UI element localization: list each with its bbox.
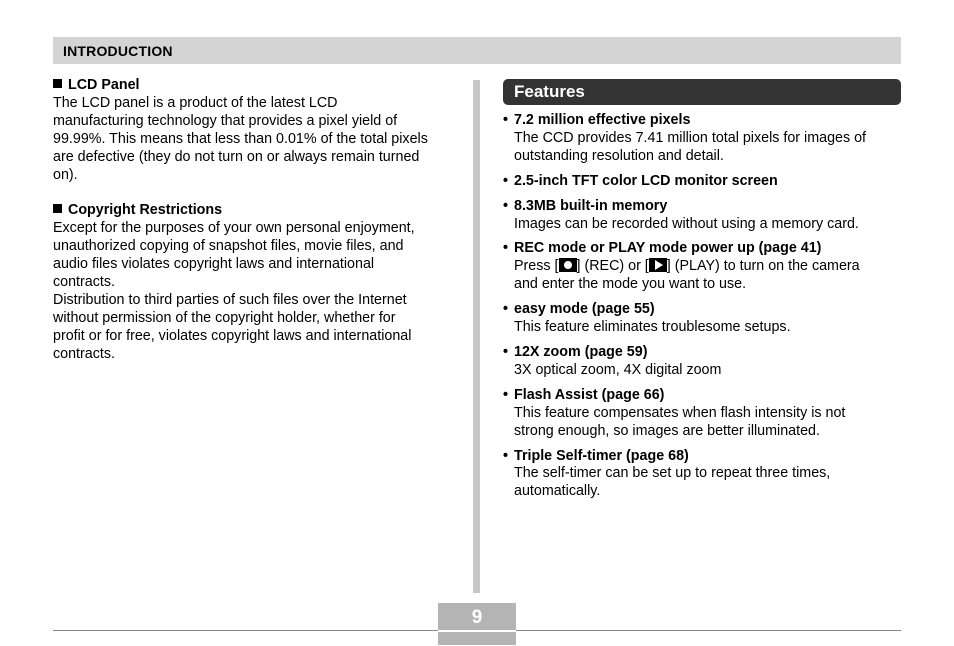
feature-title: 2.5-inch TFT color LCD monitor screen — [514, 172, 778, 189]
text-line: Press [ ] (REC) or [ ] (PLAY) to turn on the camera — [514, 258, 860, 275]
column-divider — [473, 80, 480, 593]
feature-item — [503, 448, 898, 502]
page-number: 9 — [471, 607, 483, 628]
bullet: • — [503, 301, 509, 318]
text-line: This feature compensates when flash intensity is not — [514, 404, 846, 421]
feature-item — [503, 198, 898, 234]
bullet: • — [503, 447, 509, 464]
text-line: Except for the purposes of your own personal enjoyment, — [53, 220, 415, 237]
text-line: The CCD provides 7.41 million total pixels for images of — [514, 129, 867, 146]
feature-item — [503, 173, 898, 191]
bullet: • — [503, 172, 509, 189]
text-line: 99.99%. This means that less than 0.01% of the total pixels — [53, 130, 428, 147]
text-line: are defective (they do not turn on or always remain turned — [53, 148, 420, 165]
text-line: contracts. — [53, 345, 115, 362]
feature-title: REC mode or PLAY mode power up (page 41) — [514, 240, 822, 257]
text-line: The LCD panel is a product of the latest LCD — [53, 94, 338, 111]
left-column — [53, 77, 458, 363]
square-bullet-icon — [53, 79, 62, 88]
text-line: audio files violates copyright laws and international — [53, 256, 375, 273]
feature-title: easy mode (page 55) — [514, 301, 655, 318]
feature-title: 12X zoom (page 59) — [514, 343, 648, 360]
text-line: Distribution to third parties of such files over the Internet — [53, 291, 407, 308]
feature-item — [503, 112, 898, 166]
text-line: 3X optical zoom, 4X digital zoom — [514, 361, 722, 378]
text-line: This feature eliminates troublesome setups. — [514, 319, 791, 336]
page-number-tab — [438, 603, 516, 645]
text-line: automatically. — [514, 483, 601, 500]
lcd-panel-text — [53, 95, 458, 185]
bullet: • — [503, 240, 509, 257]
text-line: profit or for free, violates copyright laws and international — [53, 327, 412, 344]
text-line: outstanding resolution and detail. — [514, 147, 724, 164]
bullet: • — [503, 112, 509, 128]
section-header-bar — [53, 37, 901, 64]
lcd-panel-heading: LCD Panel — [53, 77, 458, 95]
feature-item — [503, 344, 898, 380]
text-line: contracts. — [53, 273, 115, 290]
feature-title: 8.3MB built-in memory — [514, 197, 668, 214]
text-line: strong enough, so images are better illuminated. — [514, 422, 820, 439]
copyright-text — [53, 220, 458, 363]
camera-icon — [559, 258, 577, 272]
feature-item — [503, 387, 898, 441]
feature-title: Triple Self-timer (page 68) — [514, 447, 689, 464]
feature-title: Flash Assist (page 66) — [514, 386, 665, 403]
copyright-heading: Copyright Restrictions — [53, 202, 458, 220]
feature-item — [503, 240, 898, 294]
feature-item — [503, 301, 898, 337]
bullet: • — [503, 343, 509, 360]
bullet: • — [503, 197, 509, 214]
text-line: Images can be recorded without using a memory card. — [514, 215, 859, 232]
features-heading-bar — [503, 79, 901, 105]
section-title: INTRODUCTION — [63, 43, 173, 59]
play-icon — [649, 258, 667, 272]
text-line: without permission of the copyright holder, whether for — [53, 309, 396, 326]
text-line: on). — [53, 166, 78, 183]
bullet: • — [503, 386, 509, 403]
features-list — [503, 112, 898, 508]
text-line: and enter the mode you want to use. — [514, 276, 747, 293]
text-line: manufacturing technology that provides a pixel yield of — [53, 112, 398, 129]
text-line: The self-timer can be set up to repeat three times, — [514, 465, 831, 482]
square-bullet-icon — [53, 204, 62, 213]
features-heading: Features — [514, 82, 585, 101]
feature-title: 7.2 million effective pixels — [514, 112, 691, 128]
text-line: unauthorized copying of snapshot files, movie files, and — [53, 238, 404, 255]
